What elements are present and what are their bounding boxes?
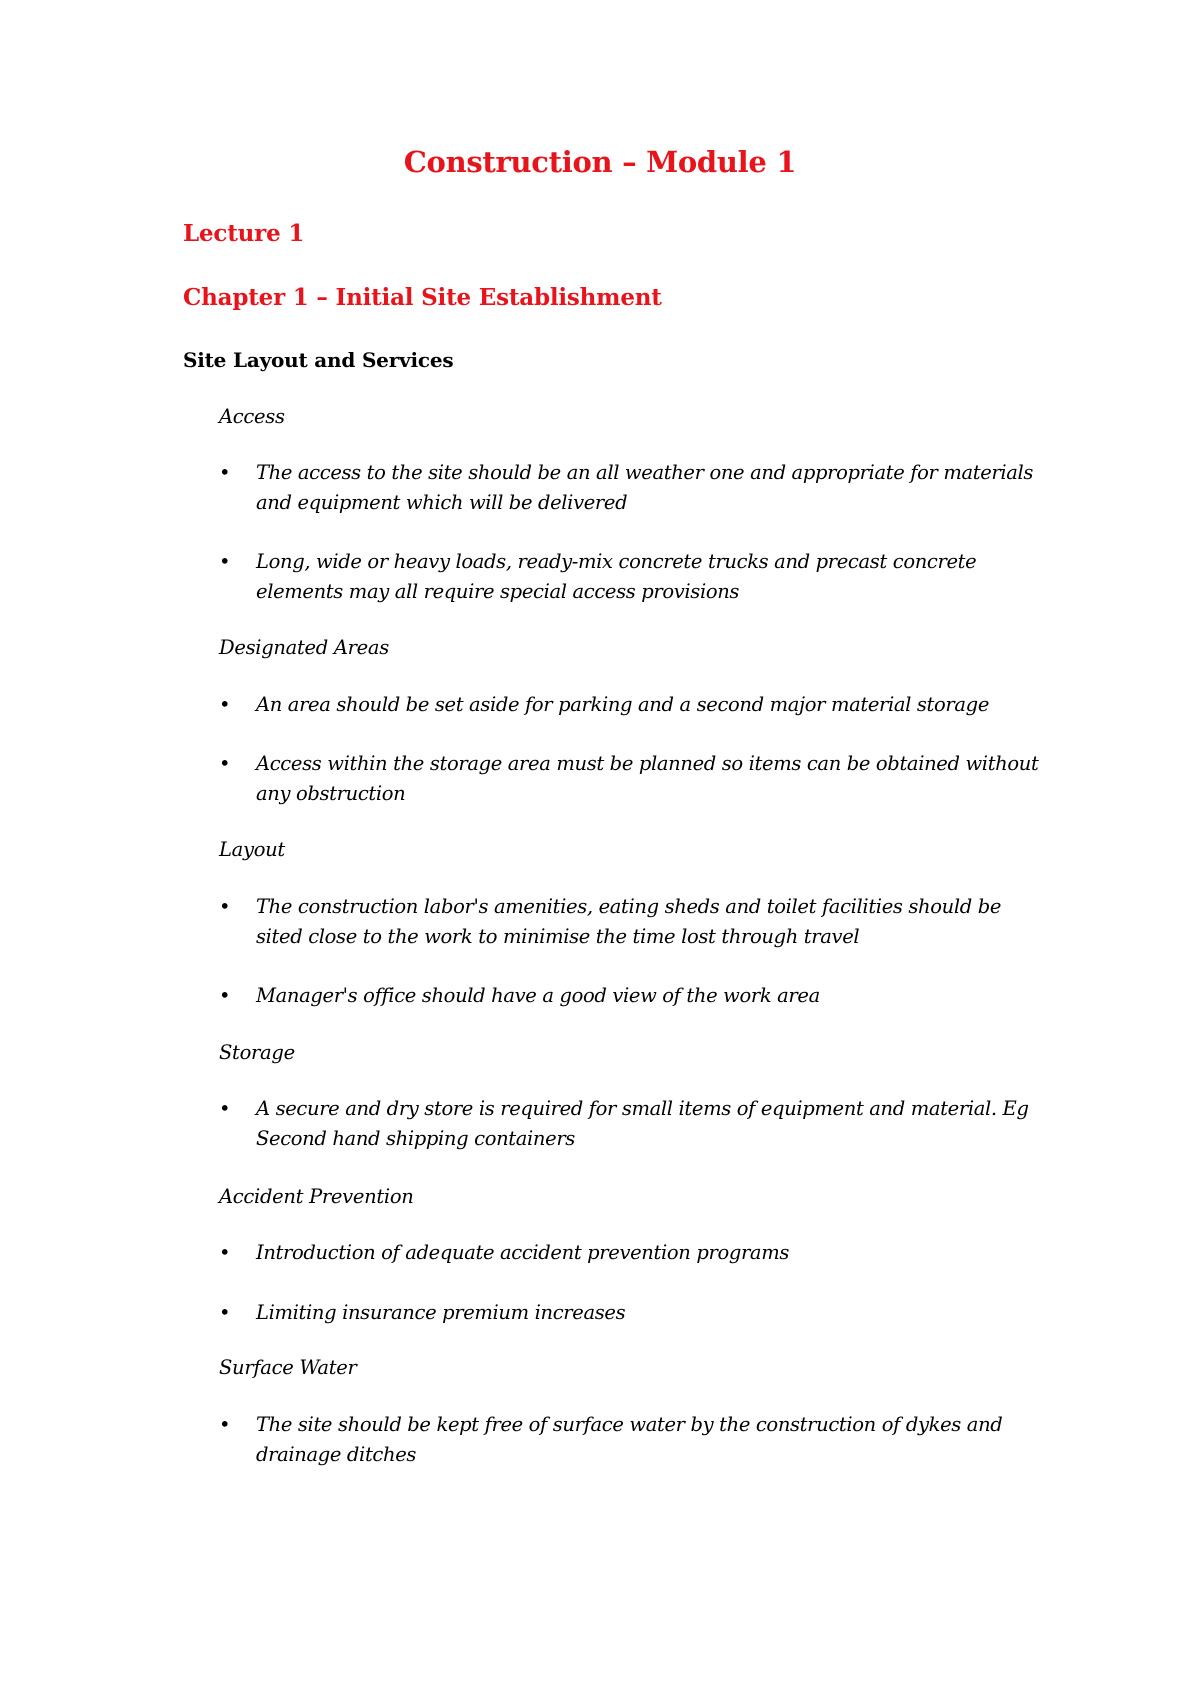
- subsection-heading-access: Access: [219, 405, 285, 428]
- bullet-icon: •: [219, 693, 231, 716]
- bullet-icon: •: [219, 550, 231, 573]
- list-item: [219, 690, 1039, 720]
- list-item-text: The site should be kept free of surface water by the construction of dykes and drainage ditches: [256, 1413, 1003, 1466]
- list-item: [219, 1410, 1039, 1470]
- subsection-heading-storage: Storage: [219, 1041, 295, 1064]
- list-item: [219, 892, 1039, 952]
- section-heading: Site Layout and Services: [183, 348, 454, 372]
- bullet-icon: •: [219, 984, 231, 1007]
- document-title: Construction – Module 1: [403, 145, 797, 179]
- list-item-text: A secure and dry store is required for small items of equipment and material. Eg Second hand shipping containers: [256, 1097, 1029, 1150]
- subsection-heading-layout: Layout: [219, 838, 285, 861]
- list-item-text: Limiting insurance premium increases: [256, 1301, 626, 1324]
- list-item: [219, 1298, 1039, 1328]
- subsection-heading-designated-areas: Designated Areas: [219, 636, 389, 659]
- list-item-text: Long, wide or heavy loads, ready-mix concrete trucks and precast concrete elements may all require special access provisions: [256, 550, 977, 603]
- list-item: [219, 1238, 1039, 1268]
- list-item: [219, 1094, 1039, 1154]
- list-item-text: The construction labor's amenities, eating sheds and toilet facilities should be sited close to the work to minimise the time lost through travel: [256, 895, 1002, 948]
- list-item-text: An area should be set aside for parking and a second major material storage: [256, 693, 990, 716]
- bullet-icon: •: [219, 895, 231, 918]
- bullet-icon: •: [219, 1301, 231, 1324]
- list-item: [219, 981, 1039, 1011]
- bullet-icon: •: [219, 752, 231, 775]
- list-item: [219, 749, 1039, 809]
- subsection-heading-surface-water: Surface Water: [219, 1356, 357, 1379]
- list-item-text: Manager's office should have a good view of the work area: [256, 984, 820, 1007]
- list-item-text: Access within the storage area must be planned so items can be obtained without any obstruction: [256, 752, 1039, 805]
- list-item-text: The access to the site should be an all weather one and appropriate for materials and equipment which will be delivered: [256, 461, 1034, 514]
- list-item-text: Introduction of adequate accident prevention programs: [256, 1241, 790, 1264]
- bullet-icon: •: [219, 1097, 231, 1120]
- bullet-icon: •: [219, 1241, 231, 1264]
- chapter-heading: Chapter 1 – Initial Site Establishment: [183, 284, 662, 311]
- list-item: [219, 458, 1039, 518]
- list-item: [219, 547, 1039, 607]
- bullet-icon: •: [219, 461, 231, 484]
- lecture-heading: Lecture 1: [183, 220, 305, 247]
- bullet-icon: •: [219, 1413, 231, 1436]
- subsection-heading-accident-prevention: Accident Prevention: [219, 1185, 414, 1208]
